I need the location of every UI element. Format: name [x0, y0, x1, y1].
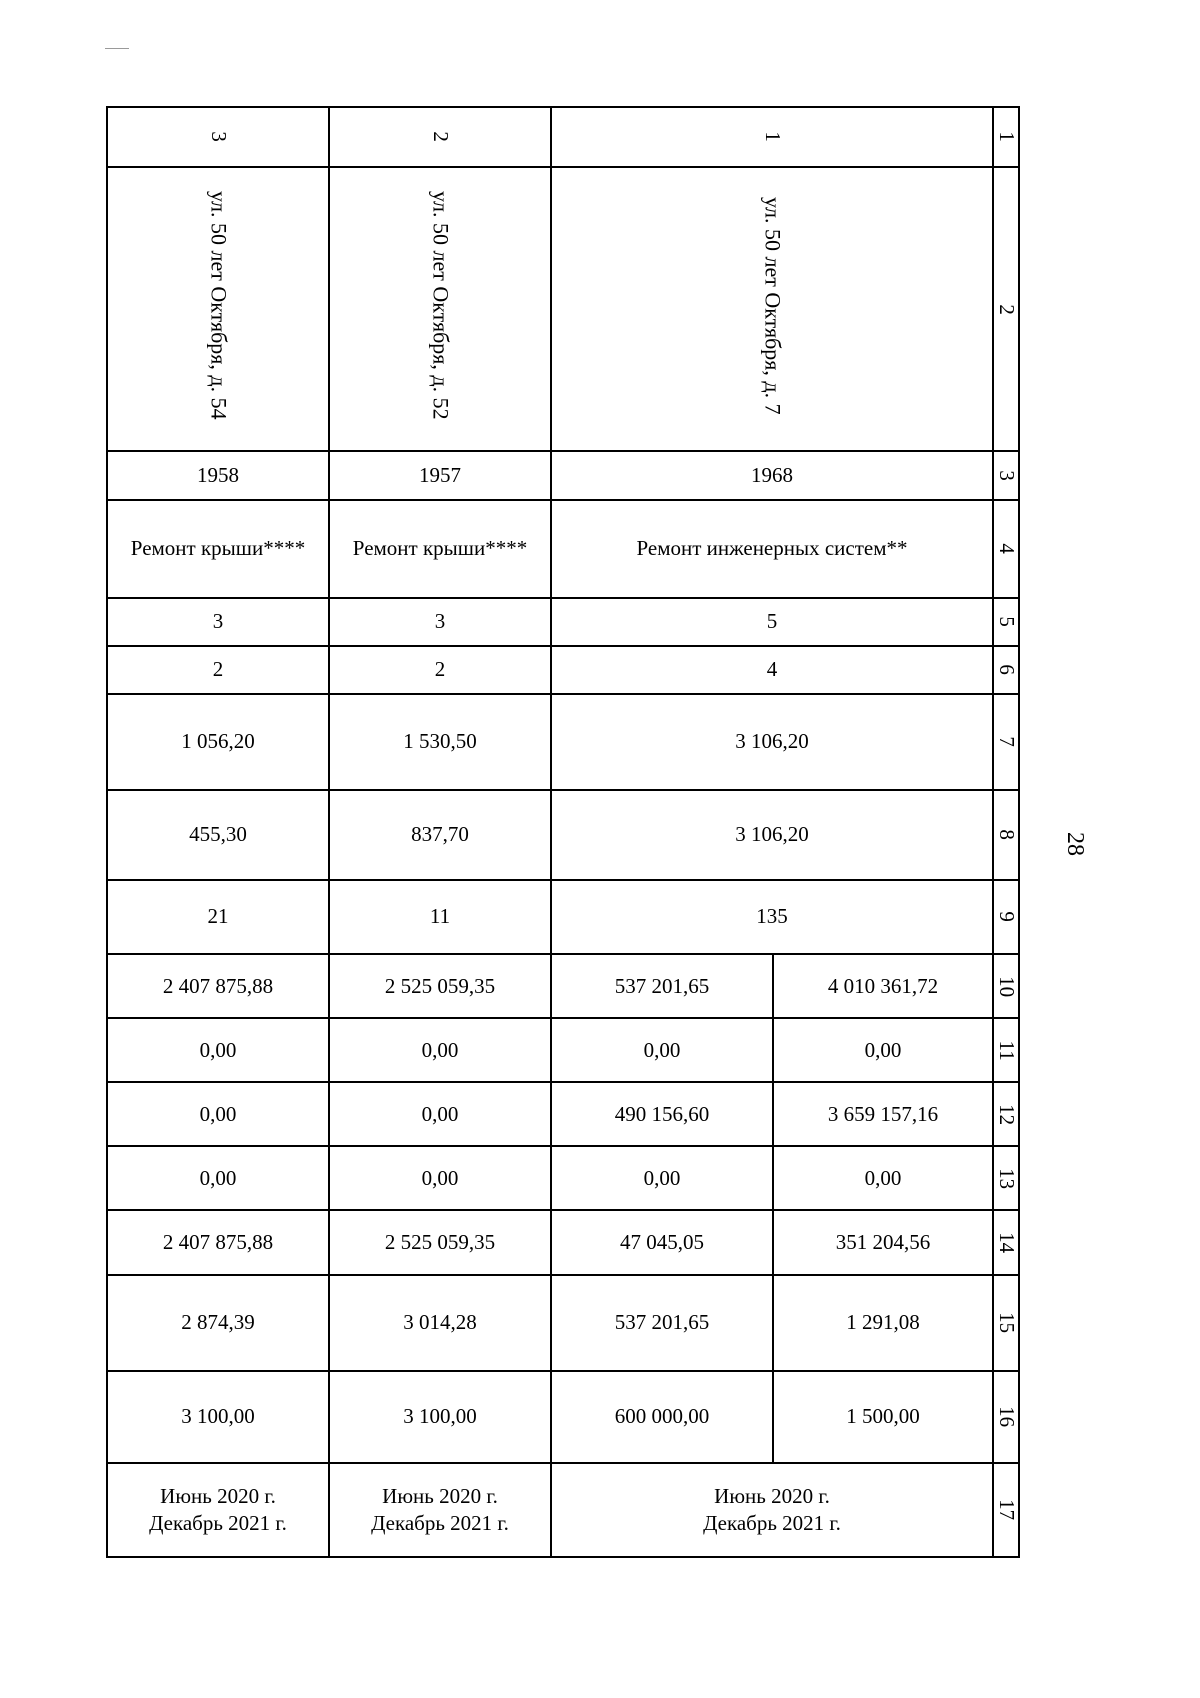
row-index: 12	[993, 1082, 1019, 1146]
table-row	[107, 646, 1019, 694]
scan-artifact	[105, 48, 129, 49]
end-date: Декабрь 2021 г.	[703, 1510, 841, 1535]
table-cell: 2 407 875,88	[107, 1210, 329, 1274]
row-index: 2	[993, 167, 1019, 451]
table-cell: 4	[551, 646, 993, 694]
table-row	[107, 1146, 1019, 1210]
table-cell: 1957	[329, 451, 551, 499]
dates-cell	[329, 1463, 551, 1557]
table-row	[107, 167, 1019, 451]
table-cell: 3 106,20	[551, 790, 993, 880]
table-cell: 3 659 157,16	[773, 1082, 993, 1146]
table-cell: 837,70	[329, 790, 551, 880]
table-cell: 0,00	[329, 1146, 551, 1210]
table-row	[107, 598, 1019, 646]
table-cell: 0,00	[329, 1018, 551, 1082]
table-cell: 2 874,39	[107, 1275, 329, 1371]
table-cell: 0,00	[329, 1082, 551, 1146]
table-cell: 21	[107, 880, 329, 954]
address-cell: ул. 50 лет Октября, д. 54	[107, 167, 329, 451]
table-cell: 490 156,60	[551, 1082, 773, 1146]
end-date: Декабрь 2021 г.	[149, 1510, 287, 1535]
row-index: 5	[993, 598, 1019, 646]
table-cell: 3 100,00	[107, 1371, 329, 1463]
table-cell: 2	[107, 646, 329, 694]
table-cell: Ремонт крыши****	[107, 500, 329, 598]
address-cell: ул. 50 лет Октября, д. 52	[329, 167, 551, 451]
table-row	[107, 1463, 1019, 1557]
row-index: 8	[993, 790, 1019, 880]
row-index: 10	[993, 954, 1019, 1018]
table-cell: 3 100,00	[329, 1371, 551, 1463]
table-cell: 1 530,50	[329, 694, 551, 790]
table-cell: 1	[551, 107, 993, 167]
table-row	[107, 694, 1019, 790]
table-cell: 1 291,08	[773, 1275, 993, 1371]
table-cell: 47 045,05	[551, 1210, 773, 1274]
table-cell: Ремонт инженерных систем**	[551, 500, 993, 598]
table-row	[107, 1371, 1019, 1463]
table-cell: 11	[329, 880, 551, 954]
table-cell: 1 056,20	[107, 694, 329, 790]
table-row	[107, 790, 1019, 880]
dates-cell	[551, 1463, 993, 1557]
table-row	[107, 1018, 1019, 1082]
row-index: 1	[993, 107, 1019, 167]
start-date: Июнь 2020 г.	[714, 1483, 830, 1508]
table-cell: 0,00	[107, 1018, 329, 1082]
table-cell: 5	[551, 598, 993, 646]
end-date: Декабрь 2021 г.	[371, 1510, 509, 1535]
row-index: 4	[993, 500, 1019, 598]
table-cell: 3 014,28	[329, 1275, 551, 1371]
dates-cell	[107, 1463, 329, 1557]
table-cell: 2	[329, 646, 551, 694]
row-index: 6	[993, 646, 1019, 694]
row-index: 14	[993, 1210, 1019, 1274]
table-row	[107, 451, 1019, 499]
table-cell: 2 525 059,35	[329, 1210, 551, 1274]
table-row	[107, 954, 1019, 1018]
table-cell: 2 525 059,35	[329, 954, 551, 1018]
table-row	[107, 107, 1019, 167]
address-cell: ул. 50 лет Октября, д. 7	[551, 167, 993, 451]
row-index: 7	[993, 694, 1019, 790]
table-cell: 1958	[107, 451, 329, 499]
table-cell: 2	[329, 107, 551, 167]
table-cell: 0,00	[107, 1146, 329, 1210]
start-date: Июнь 2020 г.	[382, 1483, 498, 1508]
table-cell: 0,00	[773, 1146, 993, 1210]
repair-schedule-table	[106, 106, 1020, 1558]
start-date: Июнь 2020 г.	[160, 1483, 276, 1508]
table-cell: 351 204,56	[773, 1210, 993, 1274]
table-cell: 537 201,65	[551, 1275, 773, 1371]
table-cell: 4 010 361,72	[773, 954, 993, 1018]
table-cell: 3	[107, 598, 329, 646]
table-cell: 135	[551, 880, 993, 954]
table-row	[107, 1082, 1019, 1146]
table-cell: 455,30	[107, 790, 329, 880]
table-cell: 0,00	[773, 1018, 993, 1082]
row-index: 17	[993, 1463, 1019, 1557]
table-cell: 537 201,65	[551, 954, 773, 1018]
table-row	[107, 500, 1019, 598]
table-cell: 0,00	[551, 1018, 773, 1082]
table-row	[107, 1210, 1019, 1274]
table-cell: Ремонт крыши****	[329, 500, 551, 598]
table-cell: 1 500,00	[773, 1371, 993, 1463]
table-cell: 3	[329, 598, 551, 646]
table-cell: 2 407 875,88	[107, 954, 329, 1018]
page-number: 28	[1062, 832, 1088, 856]
row-index: 9	[993, 880, 1019, 954]
table-cell: 600 000,00	[551, 1371, 773, 1463]
table-cell: 3	[107, 107, 329, 167]
row-index: 13	[993, 1146, 1019, 1210]
table-cell: 3 106,20	[551, 694, 993, 790]
table-row	[107, 880, 1019, 954]
row-index: 15	[993, 1275, 1019, 1371]
row-index: 16	[993, 1371, 1019, 1463]
row-index: 11	[993, 1018, 1019, 1082]
table-cell: 0,00	[551, 1146, 773, 1210]
table-cell: 1968	[551, 451, 993, 499]
row-index: 3	[993, 451, 1019, 499]
table-cell: 0,00	[107, 1082, 329, 1146]
table-row	[107, 1275, 1019, 1371]
